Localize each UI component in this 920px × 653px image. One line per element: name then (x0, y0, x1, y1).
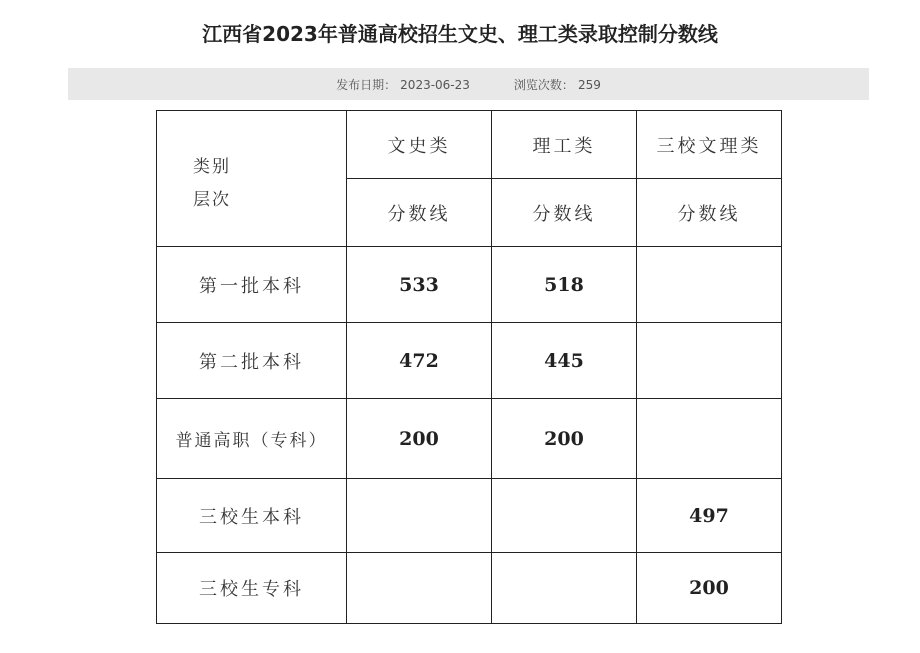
header-science: 理工类 (492, 111, 637, 179)
score-cell (347, 553, 492, 624)
score-cell (637, 323, 782, 399)
publish-date-value: 2023-06-23 (400, 77, 470, 92)
header-three-schools: 三校文理类 (637, 111, 782, 179)
table-row (157, 247, 782, 323)
score-cell: 497 (637, 479, 782, 553)
table-row (157, 399, 782, 479)
row-level-label: 第一批本科 (157, 247, 347, 323)
corner-category-label: 类别 (193, 157, 231, 177)
subheader-three-schools: 分数线 (637, 179, 782, 247)
header-liberal-arts: 文史类 (347, 111, 492, 179)
subheader-liberal-arts: 分数线 (347, 179, 492, 247)
score-cell (637, 247, 782, 323)
row-level-label: 普通高职（专科） (157, 399, 347, 479)
score-cell: 445 (492, 323, 637, 399)
score-cell (637, 399, 782, 479)
corner-header-cell (157, 111, 347, 247)
view-count (514, 76, 601, 93)
row-level-label: 三校生本科 (157, 479, 347, 553)
score-table (156, 110, 782, 624)
article-meta-bar (68, 68, 869, 100)
score-cell: 200 (637, 553, 782, 624)
view-count-label: 浏览次数： (513, 77, 574, 92)
corner-level-label: 层次 (193, 190, 231, 210)
subheader-science: 分数线 (492, 179, 637, 247)
score-cell: 533 (347, 247, 492, 323)
table-row (157, 479, 782, 553)
publish-date-label: 发布日期： (336, 77, 397, 92)
table-row (157, 323, 782, 399)
table-row (157, 553, 782, 624)
score-cell (347, 479, 492, 553)
header-row (157, 111, 782, 179)
score-cell: 200 (347, 399, 492, 479)
row-level-label: 第二批本科 (157, 323, 347, 399)
score-cell (492, 553, 637, 624)
score-cell: 200 (492, 399, 637, 479)
score-cell (492, 479, 637, 553)
score-cell: 518 (492, 247, 637, 323)
score-cell: 472 (347, 323, 492, 399)
publish-date (336, 76, 470, 93)
page-title: 江西省2023年普通高校招生文史、理工类录取控制分数线 (202, 22, 718, 46)
row-level-label: 三校生专科 (157, 553, 347, 624)
view-count-value: 259 (577, 77, 601, 92)
